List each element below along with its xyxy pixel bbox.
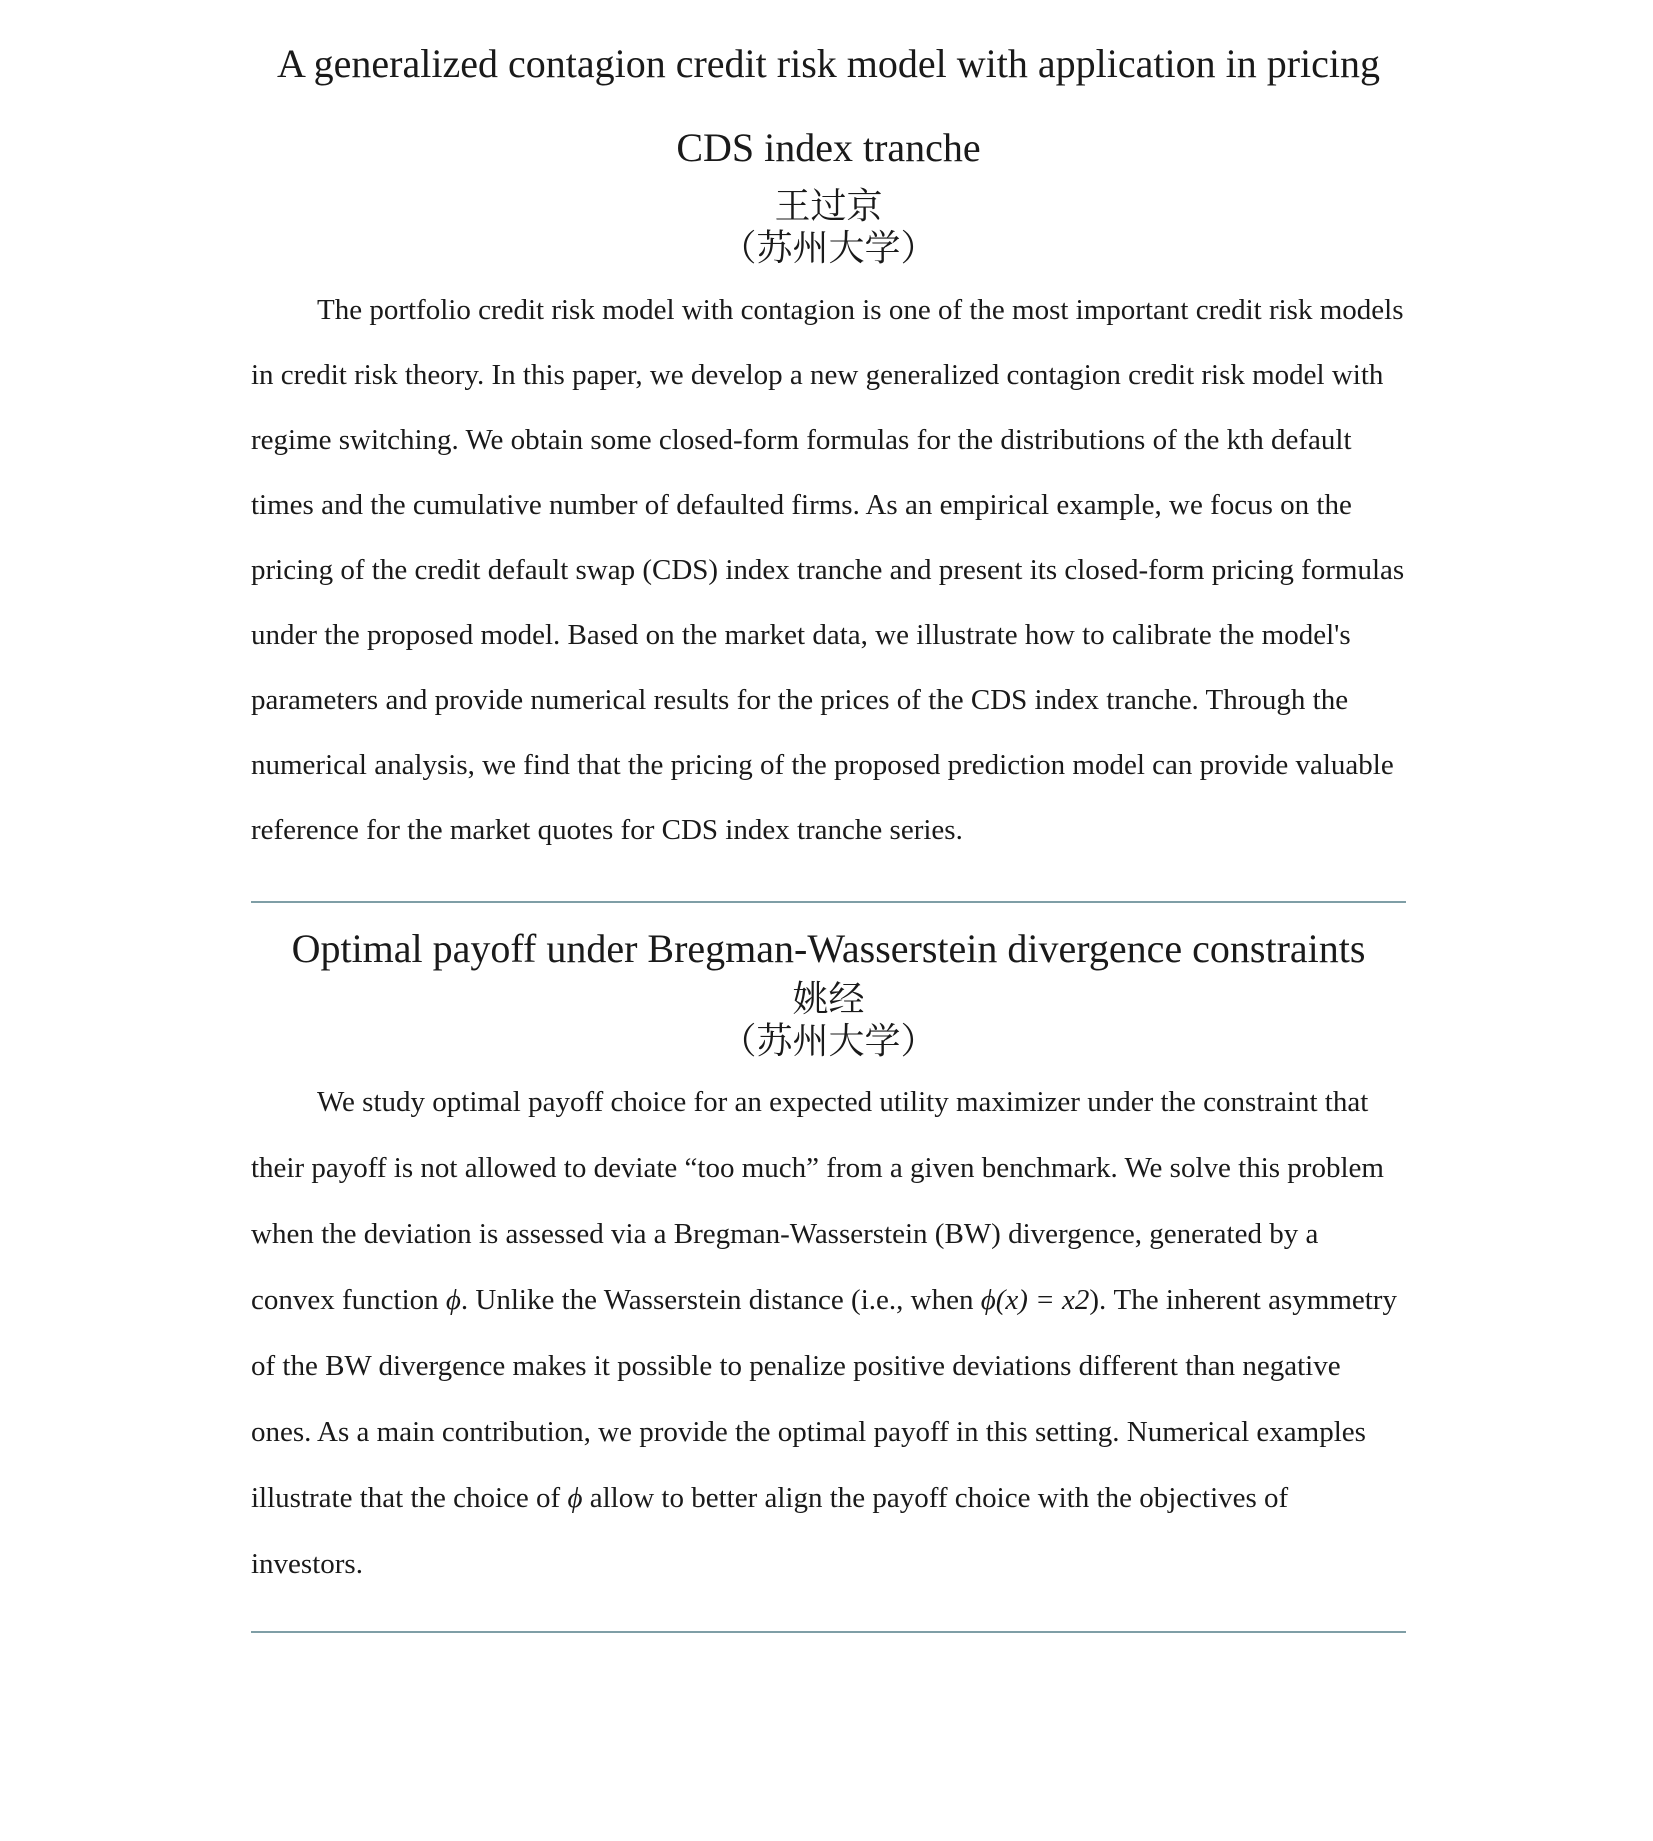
paper-2-title: Optimal payoff under Bregman-Wasserstein divergence constraints: [291, 926, 1366, 971]
paper-2: [251, 903, 1406, 1597]
paper-1-title: [251, 0, 1406, 190]
phi-expression: ϕ(x) = x2: [980, 1284, 1090, 1316]
paper-1-affiliation: （苏州大学）: [720, 228, 937, 269]
paper-2-author: 姚经: [792, 979, 865, 1020]
paper-1-title-line-2: CDS index tranche: [676, 125, 981, 170]
paper-2-abstract-part-2: . Unlike the Wasserstein distance (i.e., when: [460, 1284, 981, 1316]
paper-2-abstract: [251, 1069, 1406, 1597]
paper-1-abstract: The portfolio credit risk model with contagion is one of the most important credit risk models in credit risk theory. In this paper, we develop a new generalized contagion credit risk model with regime switching. We obtain some closed-form formulas for the distributions of the kth default times and the cumulative number of defaulted firms. As an empirical example, we focus on the pricing of the credit default swap (CDS) index tranche and present its closed-form pricing formulas under the proposed model. Based on the market data, we illustrate how to calibrate the model's parameters and provide numerical results for the prices of the CDS index tranche. Through the numerical analysis, we find that the pricing of the proposed prediction model can provide valuable reference for the market quotes for CDS index tranche series.: [251, 294, 1405, 846]
document-page: [251, 0, 1406, 1633]
paper-2-abstract-part-3: ). The inherent asymmetry of the BW divergence makes it possible to penalize positive deviations different than negative ones. As a main contribution, we provide the optimal payoff in this setting. Numerical examples illustrate that the choice of: [251, 1284, 1397, 1514]
phi-symbol: ϕ: [567, 1482, 583, 1514]
paper-2-affiliation: （苏州大学）: [720, 1021, 937, 1062]
paper-1-author: 王过京: [774, 186, 883, 227]
section-divider: [251, 1631, 1406, 1633]
paper-2-abstract-part-4: allow to better align the payoff choice with the objectives of investors.: [251, 1482, 1289, 1580]
phi-symbol: ϕ: [445, 1284, 461, 1316]
paper-1-title-line-1: A generalized contagion credit risk model with application in pricing: [276, 41, 1380, 86]
paper-2-abstract-part-1: We study optimal payoff choice for an expected utility maximizer under the constraint that their payoff is not allowed to deviate “too much” from a given benchmark. We solve this problem when the deviation is assessed via a Bregman-Wasserstein (BW) divergence, generated by a convex function: [251, 1086, 1384, 1316]
paper-1: [251, 0, 1406, 863]
